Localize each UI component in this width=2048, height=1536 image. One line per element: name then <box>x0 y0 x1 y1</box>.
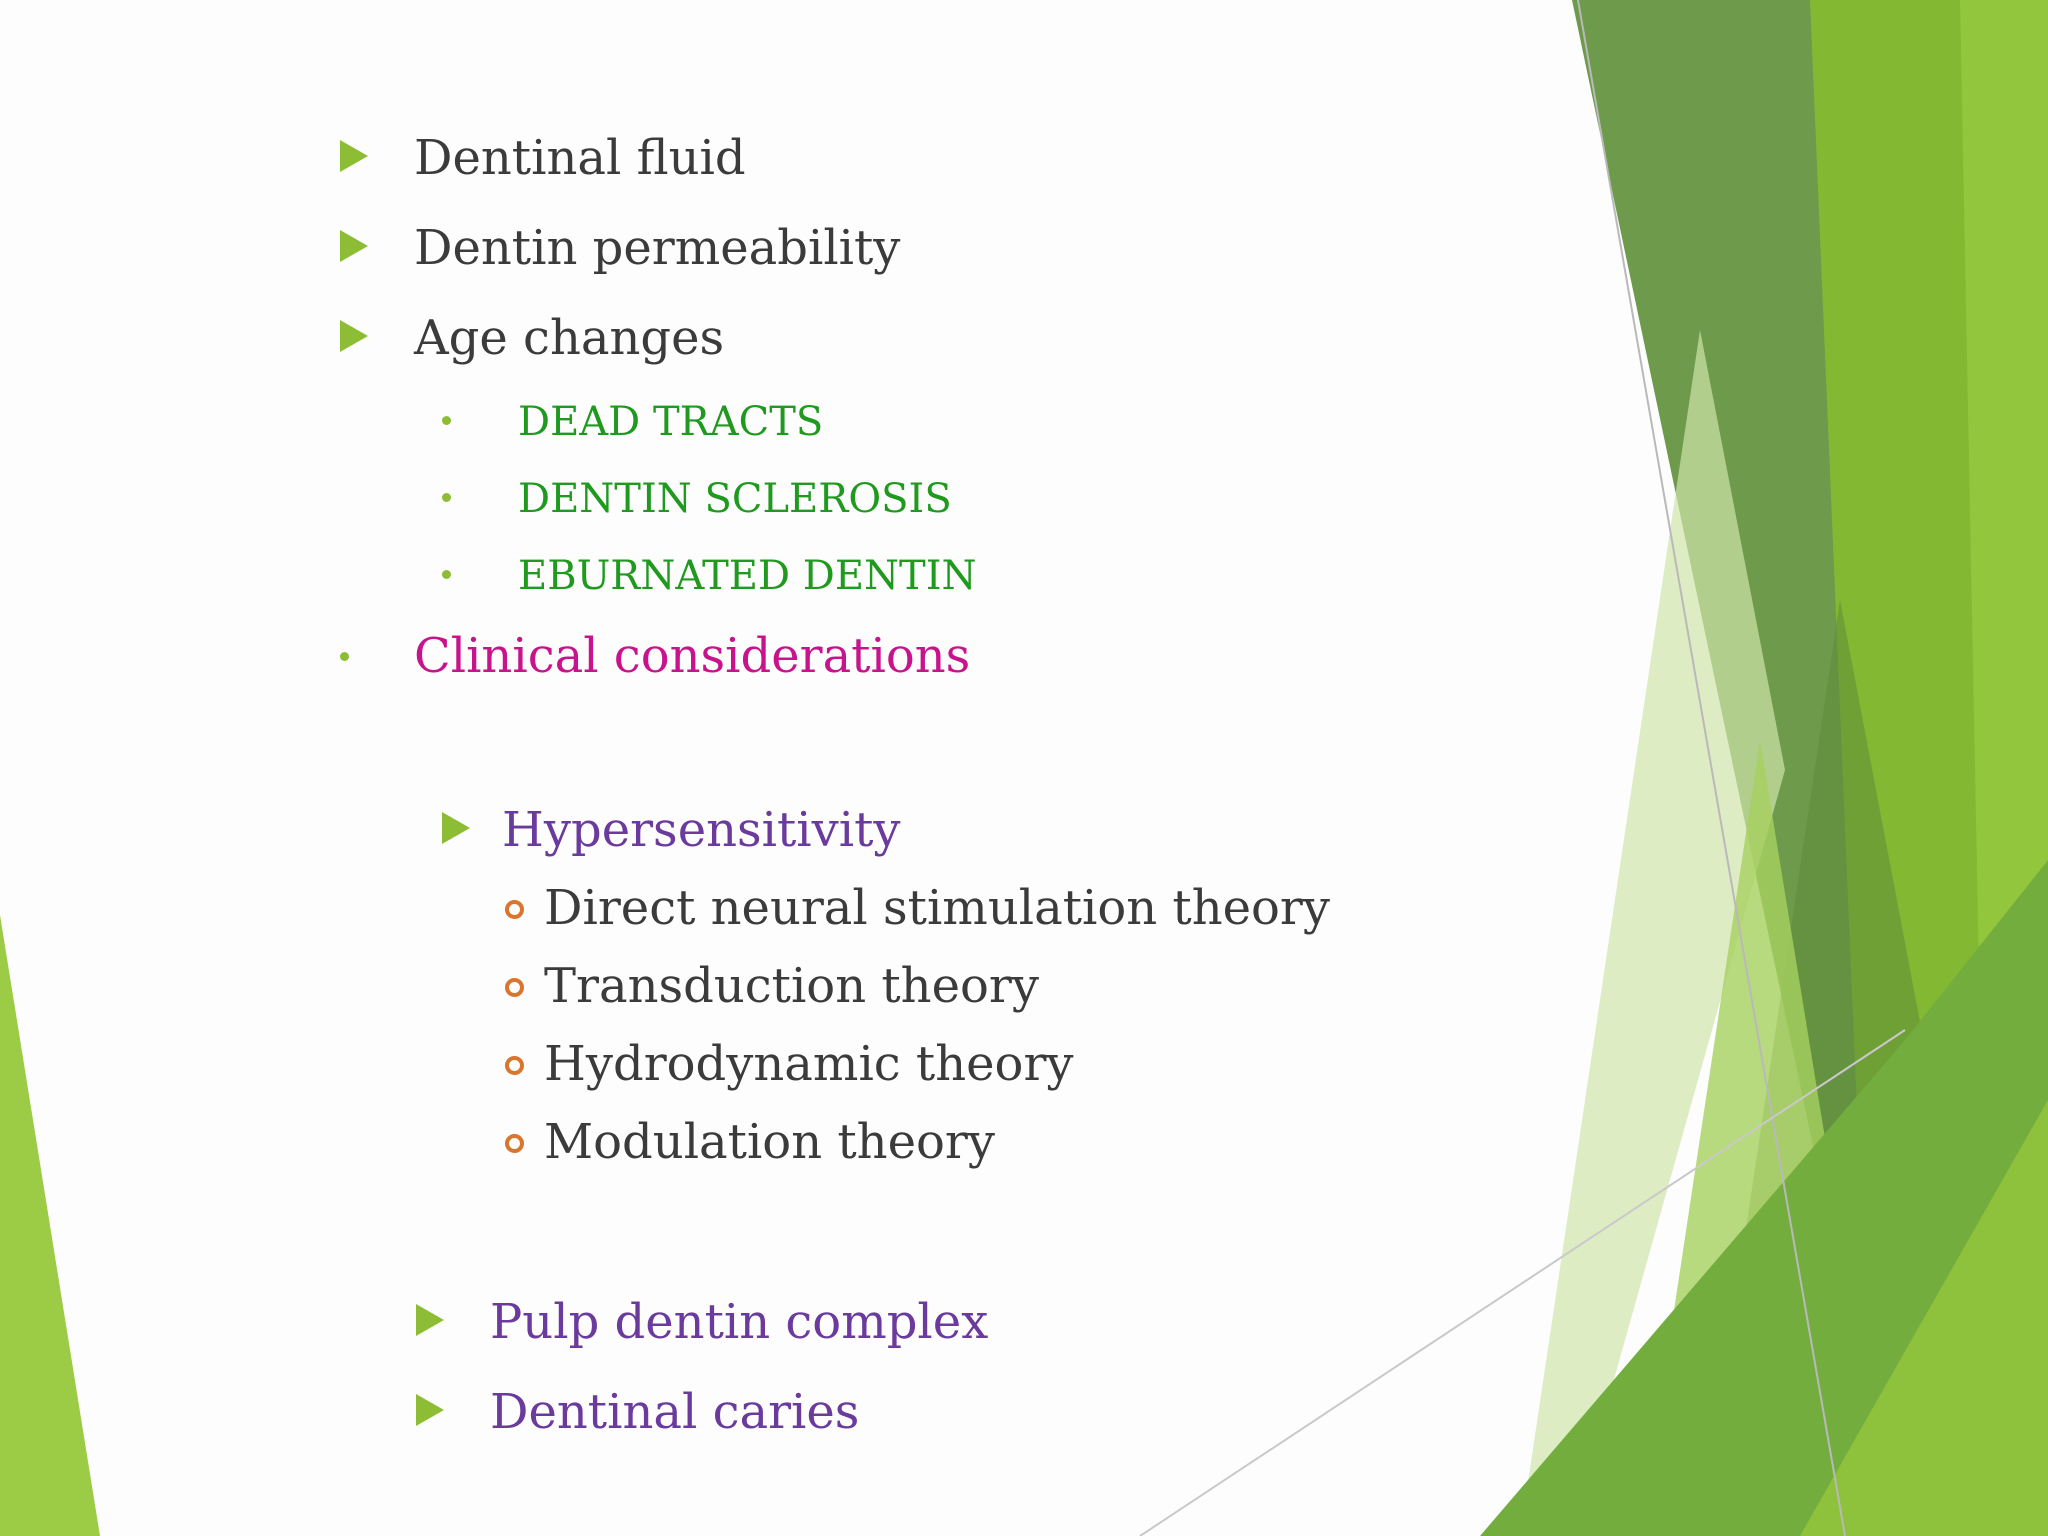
list-item-label: Dentin permeability <box>414 220 901 276</box>
clinical-heading: Clinical considerations <box>414 628 971 684</box>
ring-bullet-icon <box>505 1056 524 1075</box>
theory-label: Hydrodynamic theory <box>544 1036 1074 1092</box>
sub-item-label: EBURNATED DENTIN <box>518 553 977 599</box>
hypersensitivity-heading: Hypersensitivity <box>502 802 901 858</box>
triangle-bullet-icon <box>416 1394 444 1426</box>
list-item-label: Pulp dentin complex <box>490 1294 989 1350</box>
dot-bullet-icon <box>442 416 451 425</box>
list-item-label: Dentinal fluid <box>414 130 746 186</box>
triangle-bullet-icon <box>416 1304 444 1336</box>
list-item-label: Dentinal caries <box>490 1384 860 1440</box>
sub-item-label: DEAD TRACTS <box>518 399 824 445</box>
dot-bullet-icon <box>442 493 451 502</box>
theory-label: Direct neural stimulation theory <box>544 880 1330 936</box>
ring-bullet-icon <box>505 900 524 919</box>
dot-bullet-icon <box>340 652 349 661</box>
ring-bullet-icon <box>505 1134 524 1153</box>
triangle-bullet-icon <box>340 320 368 352</box>
theory-label: Transduction theory <box>544 958 1039 1014</box>
triangle-bullet-icon <box>340 140 368 172</box>
triangle-bullet-icon <box>340 230 368 262</box>
sub-item-label: DENTIN SCLEROSIS <box>518 476 952 522</box>
list-item-label: Age changes <box>414 310 725 366</box>
dot-bullet-icon <box>442 570 451 579</box>
ring-bullet-icon <box>505 978 524 997</box>
triangle-bullet-icon <box>442 812 470 844</box>
theory-label: Modulation theory <box>544 1114 995 1170</box>
left-green-sliver <box>0 915 100 1536</box>
